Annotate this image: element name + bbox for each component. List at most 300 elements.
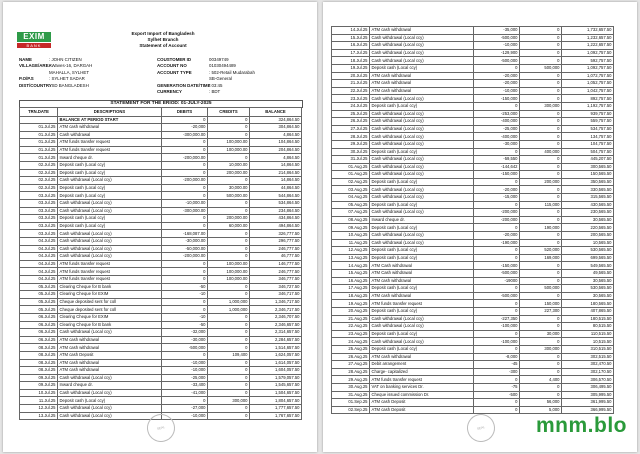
cell-trn-date: 01.Jul.25 (20, 139, 58, 147)
cell-credit: 0 (208, 230, 250, 238)
cell-description: ATM cash Deposit (370, 406, 474, 414)
table-row (20, 268, 302, 276)
table-row (332, 140, 614, 148)
cell-trn-date: 09.Aug.25 (332, 224, 370, 232)
cell-credit: 60,000.00 (208, 222, 250, 230)
cell-trn-date: 01.Jul.25 (20, 124, 58, 132)
account-label: GENERATION DATE/TIME (157, 82, 211, 88)
cell-balance: 14,864.50 (250, 177, 302, 185)
cell-debit: 0 (474, 376, 520, 384)
cell-debit: -10 (162, 291, 208, 299)
cell-description: Cash withdrawal (Local ccy) (370, 323, 474, 331)
cell-debit: -10 (162, 313, 208, 321)
cell-description: ATM funds transfer request (58, 268, 162, 276)
bank-seal-stamp: SEAL (144, 411, 178, 445)
cell-debit: 0 (474, 307, 520, 315)
cell-debit: -500,000 (474, 57, 520, 65)
cell-balance: 200,565.50 (562, 232, 614, 240)
cell-trn-date: 25.Jul.25 (332, 110, 370, 118)
cell-trn-date: 03.Jul.25 (20, 207, 58, 215)
cell-trn-date: 09.Jul.25 (20, 374, 58, 382)
cell-description: ATM cash Deposit (58, 351, 162, 359)
cell-debit: 0 (474, 178, 520, 186)
cell-balance: 30,565.50 (562, 277, 614, 285)
cell-description: Cash withdrawal (Local ccy) (370, 118, 474, 126)
table-row (332, 178, 614, 186)
cell-balance: 445,207.50 (562, 156, 614, 164)
cell-balance: 2,346,657.50 (250, 321, 302, 329)
cell-trn-date: 02.Jul.25 (20, 169, 58, 177)
cell-credit: 0 (520, 353, 562, 361)
cell-credit: 56,000 (520, 399, 562, 407)
cell-trn-date: 08.Jul.25 (20, 351, 58, 359)
cell-balance: 315,565.50 (562, 194, 614, 202)
statement-page-1 (3, 2, 317, 452)
cell-trn-date: 03.Aug.25 (332, 186, 370, 194)
table-row (332, 224, 614, 232)
cell-trn-date: 29.Aug.25 (332, 376, 370, 384)
cell-description: ATM cash withdrawal (58, 336, 162, 344)
cell-trn-date: 05.Jul.25 (20, 283, 58, 291)
cell-balance: 1,732,657.50 (562, 27, 614, 35)
table-row (332, 361, 614, 369)
cell-credit: 0 (520, 163, 562, 171)
cell-debit: -8,000 (474, 353, 520, 361)
cell-trn-date: 12.Jul.25 (20, 405, 58, 413)
cell-balance: 49,565.50 (562, 270, 614, 278)
cell-debit: 0 (162, 162, 208, 170)
cell-credit: 0 (208, 336, 250, 344)
table-row (332, 247, 614, 255)
table-row (20, 116, 302, 124)
table-row (332, 156, 614, 164)
cell-trn-date: 15.Jul.25 (332, 34, 370, 42)
cell-credit: 4,400 (520, 376, 562, 384)
table-row (20, 336, 302, 344)
cell-balance: 296,777.50 (250, 238, 302, 246)
table-row (20, 260, 302, 268)
cell-trn-date: 03.Jul.25 (20, 200, 58, 208)
table-row (332, 307, 614, 315)
cell-debit: -41,000 (162, 389, 208, 397)
cell-trn-date: 27.Jul.25 (332, 125, 370, 133)
cell-trn-date: 12.Aug.25 (332, 247, 370, 255)
cell-description: ATM cash withdrawal (58, 359, 162, 367)
cell-debit: -300 (474, 368, 520, 376)
cell-credit: 0 (520, 216, 562, 224)
branch-name: Sylhet Branch (147, 37, 179, 43)
cell-balance: 180,515.50 (562, 315, 614, 323)
table-row (332, 201, 614, 209)
cell-description: Deposit cash (Local ccy) (58, 215, 162, 223)
cell-debit: -19000 (474, 277, 520, 285)
cell-debit: -33,400 (162, 382, 208, 390)
cell-trn-date: 04.Jul.25 (20, 260, 58, 268)
cell-debit: 0 (162, 260, 208, 268)
cell-debit: -10,000 (474, 87, 520, 95)
cell-debit: -300,000.00 (162, 207, 208, 215)
cell-description: Cash withdrawal (Local ccy) (370, 194, 474, 202)
table-row (20, 389, 302, 397)
cell-balance: 220,565.50 (562, 224, 614, 232)
cell-trn-date: 01.Aug.25 (332, 163, 370, 171)
cell-credit: 0 (520, 110, 562, 118)
cell-description: ATM Cash withdrawal (370, 262, 474, 270)
cell-credit: 0 (520, 186, 562, 194)
cell-credit: 0 (520, 140, 562, 148)
cell-trn-date: 04.Jul.25 (20, 245, 58, 253)
cell-balance: 306,570.50 (562, 376, 614, 384)
logo-tagline: BANK (17, 43, 51, 48)
cell-trn-date: 05.Jul.25 (20, 306, 58, 314)
cell-description: Cash withdrawal (Local ccy) (370, 163, 474, 171)
cell-balance: 1,092,757.50 (562, 64, 614, 72)
cell-trn-date: 27.Aug.25 (332, 361, 370, 369)
cell-description: Cash withdrawal (Local ccy) (58, 329, 162, 337)
cell-debit: -20,000 (474, 186, 520, 194)
table-row (332, 239, 614, 247)
cell-description: Charge- capitalized (370, 368, 474, 376)
cell-debit: -15,000 (474, 194, 520, 202)
cell-debit: -227,350 (474, 315, 520, 323)
col-debit-header: DEBITS (162, 108, 208, 117)
cell-credit: 0 (520, 383, 562, 391)
cell-debit: -500,000 (474, 270, 520, 278)
cell-credit: 0 (208, 344, 250, 352)
cell-balance: 350,565.50 (562, 178, 614, 186)
bank-seal-stamp: SEAL (464, 411, 498, 445)
cell-description: Cash withdrawal (Local ccy) (370, 110, 474, 118)
cell-debit: -32,000 (162, 329, 208, 337)
cell-debit: -253,000 (474, 110, 520, 118)
cell-description: Cheque deposited sent for coll (58, 306, 162, 314)
cell-trn-date (20, 116, 58, 124)
customer-row (19, 83, 155, 89)
cell-credit: 0 (208, 177, 250, 185)
table-row (20, 177, 302, 185)
cell-debit: -20,000 (474, 72, 520, 80)
cell-trn-date: 22.Aug.25 (332, 323, 370, 331)
cell-balance: 559,757.50 (562, 118, 614, 126)
cell-trn-date: 28.Aug.25 (332, 368, 370, 376)
cell-balance: 1,804,657.50 (250, 397, 302, 405)
cell-balance: 530,565.50 (562, 285, 614, 293)
cell-trn-date: 31.Jul.25 (332, 156, 370, 164)
cell-balance: 330,565.50 (562, 186, 614, 194)
cell-credit: 30,000.00 (208, 184, 250, 192)
cell-credit: 0 (520, 87, 562, 95)
cell-trn-date: 10.Jul.25 (20, 389, 58, 397)
table-row (332, 216, 614, 224)
cell-balance: 324,864.50 (250, 116, 302, 124)
cell-debit: -500 (474, 391, 520, 399)
cell-description: Deposit cash (Local ccy) (58, 184, 162, 192)
cell-trn-date: 05.Jul.25 (20, 298, 58, 306)
cell-debit: -50 (162, 321, 208, 329)
cell-description: Cash withdrawal (Local ccy) (58, 389, 162, 397)
cell-description: Cheque deposited sent for coll (58, 298, 162, 306)
cell-description: Deposit cash (Local ccy) (370, 64, 474, 72)
cell-description: Inward cheque dr. (370, 216, 474, 224)
cell-description: Cash withdrawal (Local ccy) (370, 49, 474, 57)
cell-trn-date: 06.Jul.25 (20, 336, 58, 344)
cell-trn-date: 23.Jul.25 (332, 95, 370, 103)
table-row (20, 169, 302, 177)
cell-description: ATM funds transfer request (58, 146, 162, 154)
cell-credit: 0 (520, 232, 562, 240)
cell-balance: 44,864.50 (250, 184, 302, 192)
cell-description: Cash withdrawal (Local ccy) (370, 57, 474, 65)
cell-credit: 500,000 (520, 64, 562, 72)
cell-debit: 0 (162, 192, 208, 200)
cell-balance: 1,767,657.50 (250, 412, 302, 420)
cell-credit: 0 (208, 389, 250, 397)
cell-debit: -59,550 (474, 156, 520, 164)
cell-description: ATM funds transfer request (370, 300, 474, 308)
cell-debit: -35,000 (474, 27, 520, 35)
cell-trn-date: 03.Jul.25 (20, 222, 58, 230)
cell-description: Deposit cash (Local ccy) (370, 285, 474, 293)
cell-description: ATM funds transfer request (58, 260, 162, 268)
cell-balance: 699,565.50 (562, 254, 614, 262)
cell-balance: 30,565.50 (562, 292, 614, 300)
cell-debit: -10,000 (474, 42, 520, 50)
table-row (20, 238, 302, 246)
cell-balance: 104,864.50 (250, 139, 302, 147)
table-row (332, 125, 614, 133)
cell-balance: 230,565.50 (562, 209, 614, 217)
cell-description: Deposit cash (Local ccy) (370, 178, 474, 186)
cell-balance: 310,515.50 (562, 345, 614, 353)
cell-debit: -30,000 (162, 336, 208, 344)
cell-trn-date: 01.Jul.25 (20, 131, 58, 139)
table-row (20, 306, 302, 314)
cell-trn-date: 14.Aug.25 (332, 262, 370, 270)
cell-description: ATM Cash withdrawal (370, 270, 474, 278)
cell-balance: 1,072,757.50 (562, 72, 614, 80)
cell-trn-date: 15.Aug.25 (332, 270, 370, 278)
cell-trn-date: 25.Aug.25 (332, 345, 370, 353)
cell-trn-date: 20.Aug.25 (332, 307, 370, 315)
cell-trn-date: 19.Aug.25 (332, 300, 370, 308)
table-row (20, 374, 302, 382)
account-value: : 502-Retail Mudarabah (209, 69, 255, 75)
cell-balance: 110,515.50 (562, 330, 614, 338)
cell-credit: 100,000.00 (208, 268, 250, 276)
table-row (332, 391, 614, 399)
table-row (20, 283, 302, 291)
cell-debit: -25,000 (474, 125, 520, 133)
cell-credit: 0 (208, 253, 250, 261)
cell-debit: -200,000 (474, 209, 520, 217)
cell-credit: 1,000,000 (208, 298, 250, 306)
cell-description: ATM cash Deposit (370, 399, 474, 407)
transactions-table-continued (331, 26, 614, 414)
cell-description: Cash withdrawal (Local ccy) (58, 177, 162, 185)
cell-balance: 304,864.50 (250, 124, 302, 132)
account-label: COUSTOMER ID (157, 57, 192, 62)
cell-trn-date: 30.Jul.25 (332, 148, 370, 156)
cell-balance: 1,545,657.50 (250, 382, 302, 390)
cell-debit: -200,000 (474, 216, 520, 224)
cell-description: ATM cash withdrawal (370, 292, 474, 300)
cell-credit: 0 (520, 239, 562, 247)
cell-credit: 0 (208, 321, 250, 329)
cell-balance: 939,757.50 (562, 110, 614, 118)
table-row (20, 313, 302, 321)
cell-trn-date: 13.Aug.25 (332, 254, 370, 262)
cell-balance: 494,864.50 (250, 222, 302, 230)
cell-description: ATM cash withdrawal (370, 80, 474, 88)
cell-balance: 302,470.50 (562, 361, 614, 369)
cell-credit: 0 (520, 80, 562, 88)
cell-balance: 1,052,757.50 (562, 80, 614, 88)
cell-trn-date: 01.Jul.25 (20, 146, 58, 154)
cell-trn-date: 31.Aug.25 (332, 391, 370, 399)
table-row (332, 323, 614, 331)
cell-description: Deposit cash (Local ccy) (370, 254, 474, 262)
site-watermark: mnm.blo (536, 414, 627, 437)
cell-debit: -27,000 (162, 405, 208, 413)
cell-balance: 346,777.50 (250, 275, 302, 283)
cell-debit: 0 (162, 169, 208, 177)
cell-balance: 534,864.50 (250, 200, 302, 208)
cell-trn-date: 02.Aug.25 (332, 178, 370, 186)
cell-credit: 0 (520, 338, 562, 346)
cell-credit: 0 (520, 118, 562, 126)
cell-credit: 500,000 (520, 285, 562, 293)
cell-credit: 169,000 (520, 254, 562, 262)
cell-balance: 1,042,757.50 (562, 87, 614, 95)
cell-description: Deposit cash (Local ccy) (370, 307, 474, 315)
cell-credit: 0 (208, 405, 250, 413)
cell-description: Clearing Cheque for EXIM (58, 291, 162, 299)
cell-credit: 0 (520, 133, 562, 141)
cell-balance: 504,757.50 (562, 148, 614, 156)
cell-trn-date: 08.Aug.25 (332, 216, 370, 224)
customer-label: P.O/P.S (19, 76, 34, 82)
cell-description: VAT on banking services Dr. (370, 383, 474, 391)
cell-debit: -30,000.00 (162, 238, 208, 246)
cell-credit: 0 (520, 209, 562, 217)
table-row (332, 315, 614, 323)
cell-balance: 407,865.50 (562, 307, 614, 315)
table-row (20, 222, 302, 230)
table-row (20, 200, 302, 208)
cell-balance: 134,757.50 (562, 133, 614, 141)
cell-description: ATM cash withdrawal (58, 344, 162, 352)
cell-trn-date: 21.Jul.25 (332, 80, 370, 88)
cell-trn-date: 01.Aug.25 (332, 171, 370, 179)
cell-description: ATM cash withdrawal (370, 87, 474, 95)
cell-trn-date: 11.Jul.25 (20, 397, 58, 405)
cell-debit: 0 (162, 146, 208, 154)
cell-credit: 400,000 (520, 148, 562, 156)
cell-credit: 190,000 (520, 224, 562, 232)
cell-credit: 0 (520, 156, 562, 164)
table-row (332, 345, 614, 353)
table-row (332, 186, 614, 194)
cell-debit: -500,000 (162, 344, 208, 352)
table-row (332, 330, 614, 338)
cell-credit: 5,000 (520, 406, 562, 414)
cell-debit: 0 (474, 64, 520, 72)
cell-description: Cash withdrawal (Local ccy) (370, 156, 474, 164)
cell-debit: 0 (474, 399, 520, 407)
cell-credit: 0 (520, 194, 562, 202)
cell-credit: 500,000.00 (208, 192, 250, 200)
table-row (20, 367, 302, 375)
cell-credit: 0 (208, 200, 250, 208)
table-row (332, 87, 614, 95)
cell-credit: 10,000.00 (208, 162, 250, 170)
table-row (332, 383, 614, 391)
table-row (20, 162, 302, 170)
cell-description: Clearing Cheque for B bank (58, 321, 162, 329)
cell-debit: -10,000 (162, 359, 208, 367)
cell-credit: 0 (520, 262, 562, 270)
cell-balance: 1,624,057.50 (250, 351, 302, 359)
cell-credit: 0 (208, 116, 250, 124)
cell-balance: 1,346,717.50 (250, 298, 302, 306)
customer-value: MAHALLA, SYLHET (49, 69, 90, 75)
cell-description: ATM funds transfer request (58, 139, 162, 147)
cell-credit: 0 (520, 125, 562, 133)
cell-balance: 302,515.50 (562, 353, 614, 361)
cell-trn-date: 18.Aug.25 (332, 292, 370, 300)
cell-credit: 0 (208, 329, 250, 337)
cell-credit: 0 (520, 95, 562, 103)
cell-balance: 361,995.50 (562, 399, 614, 407)
cell-trn-date: 22.Jul.25 (332, 87, 370, 95)
cell-trn-date: 26.Aug.25 (332, 353, 370, 361)
cell-trn-date: 02.Sep.25 (332, 406, 370, 414)
table-row (332, 292, 614, 300)
cell-credit: 109,400 (208, 351, 250, 359)
table-row (332, 277, 614, 285)
table-row (332, 270, 614, 278)
customer-value: : SYLHET SADAR (49, 76, 85, 82)
cell-description: Cash withdrawal (Local ccy) (370, 315, 474, 323)
cell-description: Cash withdrawal (Local ccy) (58, 412, 162, 420)
col-date-header: TRN.DATE (20, 108, 58, 117)
table-row (332, 57, 614, 65)
cell-debit: -50,000.00 (162, 245, 208, 253)
cell-credit: 0 (520, 270, 562, 278)
table-row (332, 376, 614, 384)
cell-balance: 530,565.50 (562, 247, 614, 255)
cell-trn-date: 06.Jul.25 (20, 313, 58, 321)
cell-credit: 0 (520, 277, 562, 285)
cell-trn-date: 29.Jul.25 (332, 140, 370, 148)
cell-balance: 549,565.50 (562, 262, 614, 270)
col-desc-header: DESCRIPTIONS (58, 108, 162, 117)
table-row (332, 118, 614, 126)
cell-balance: 430,565.50 (562, 201, 614, 209)
cell-credit: 0 (520, 57, 562, 65)
statement-page-2 (323, 2, 637, 452)
cell-balance: 326,777.50 (250, 230, 302, 238)
table-row (332, 163, 614, 171)
cell-debit: -100,000 (474, 323, 520, 331)
cell-debit: 0 (474, 285, 520, 293)
cell-credit: 150,000 (520, 300, 562, 308)
table-row (332, 232, 614, 240)
cell-description: ATM cash withdrawal (370, 72, 474, 80)
cell-balance: 14,864.50 (250, 162, 302, 170)
cell-credit: 0 (208, 291, 250, 299)
cell-description: ATM cash withdrawal (370, 353, 474, 361)
